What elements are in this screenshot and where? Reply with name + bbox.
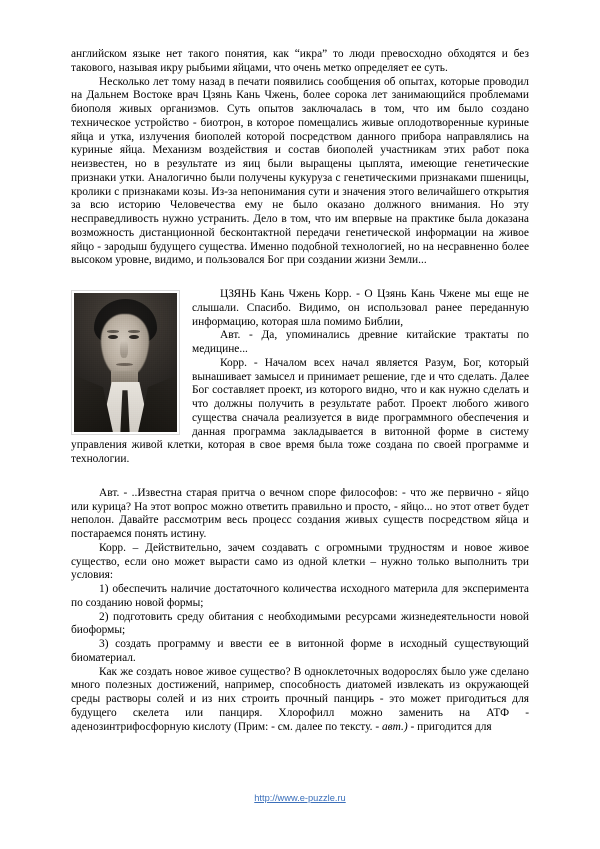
list-item-condition-2: 2) подготовить среду обитания с необходимыми ресурсами жизнедеятельности новой биоформы; bbox=[71, 610, 529, 637]
footer-website-link[interactable]: http://www.e-puzzle.ru bbox=[254, 793, 346, 803]
spacer bbox=[71, 268, 529, 288]
page-content bbox=[71, 48, 529, 734]
list-item-condition-3: 3) создать программу и ввести ее в витонной форме в исходный существующий биоматериал. bbox=[71, 638, 529, 664]
photo-eyebrow-left bbox=[107, 330, 119, 333]
paragraph-run-italic-note: авт.) bbox=[381, 720, 408, 733]
paragraph-run-text-3: - пригодится для bbox=[407, 720, 492, 733]
photo-eyebrow-right bbox=[128, 330, 140, 333]
list-item-condition-1: 1) обеспечить наличие достаточного количества исходного материла для эксперимента по созданию новой формы; bbox=[71, 583, 529, 609]
photo-mouth bbox=[116, 363, 132, 366]
paragraph-run-text-1: Как же создать новое живое существо? В одноклеточных водорослях было уже сделано много полезных достижений, например, способность диатомей извлекать из окружающей среды растворы солей и из них строить прочный панцирь - это может пригодиться для будущего скелета или панциря. Хлорофилл можно заменить на АТФ - аденозинтрифосфорную кислоту (Прим: - см. далее по тексту. - bbox=[71, 665, 529, 733]
paragraph-correspondent-three-conditions: Корр. – Действительно, зачем создавать с огромными трудностям и новое живое существо, если оно может вырасти само из одной клетки – нужно только выполнить три условия: bbox=[71, 541, 529, 582]
paragraph-continuation: английском языке нет такого понятия, как “икра” то люди превосходно обходятся и без такового, называя икру рыбьими яйцами, что очень метко определяет ее суть. bbox=[71, 48, 529, 74]
portrait-photo-image bbox=[74, 293, 177, 432]
paragraph-correspondent-reason-god: Корр. - Началом всех начал является Разум, Бог, который вынашивает замысел и принимает решение, где и что сделать. Далее Бог составляет проект, из которого видно, что и как нужно сделать и что должны получить в результате работ. Проект любого живого существа сначала реализуется в виде программного обеспечения и данная программа закладывается в витонной форме в систему управления живой клетки, которая в свое время была тоже создана по своей программе и технологии. bbox=[71, 356, 529, 465]
footer bbox=[0, 793, 600, 804]
photo-nose bbox=[120, 340, 127, 358]
photo-eye-right bbox=[129, 335, 139, 339]
paragraph-caption-and-reply: ЦЗЯНЬ Кань Чжень Корр. - О Цзянь Кань Чжене мы еще не слышали. Спасибо. Видимо, он использовал ранее переданную информацию, которая шла помимо Библии, bbox=[192, 288, 529, 328]
paragraph-author-egg-or-chicken: Авт. - ..Известна старая притча о вечном споре философов: - что же первично - яйцо или курица? На этот вопрос можно ответить правильно и просто, - яйцо... но этот ответ будет неполон. Давайте рассмотрим весь процесс создания живых существ посредством яйца и постараемся понять истину. bbox=[71, 486, 529, 540]
photo-paragraph-block bbox=[71, 288, 529, 467]
paragraph-author-chinese-treatises: Авт. - Да, упоминались древние китайские трактаты по медицине... bbox=[192, 329, 529, 355]
spacer-2 bbox=[71, 467, 529, 487]
paragraph-jiang-experiments: Несколько лет тому назад в печати появились сообщения об опытах, которые проводил на Дальнем Востоке врач Цзянь Кань Чжень, более сорока лет занимающийся проблемами биополя живых организмов. Суть опытов заключалась в том, что им было создано техническое устройство - биотрон, в которое помещались живые оплодотворенные куриные яйца и утка, излучения биополей которой посредством данного прибора направлялись на куриные яйца. Механизм воздействия и состав биополей участникам этих работ пока неизвестен, но в результате из яиц были выращены цыплята, имеющие генетические признаки утки. Аналогично были получены кукуруза с генетическими признаками пшеницы, кролики с признаками козы. Из-за непонимания сути и значения этого величайшего открытия за всю историю Человечества ему не было оказано должного внимания. Но эту несправедливость нужно устранить. Дело в том, что им впервые на практике была доказана возможность дистанционной бесконтактной передачи генетической информации на живое яйцо - зародыш будущего существа. Именно подобной технологией, но на несравненно более высоком уровне, видимо, и пользовался Бог при создании жизни Земли... bbox=[71, 75, 529, 267]
portrait-photo bbox=[71, 290, 180, 435]
paragraph-how-to-create-life bbox=[71, 666, 529, 735]
